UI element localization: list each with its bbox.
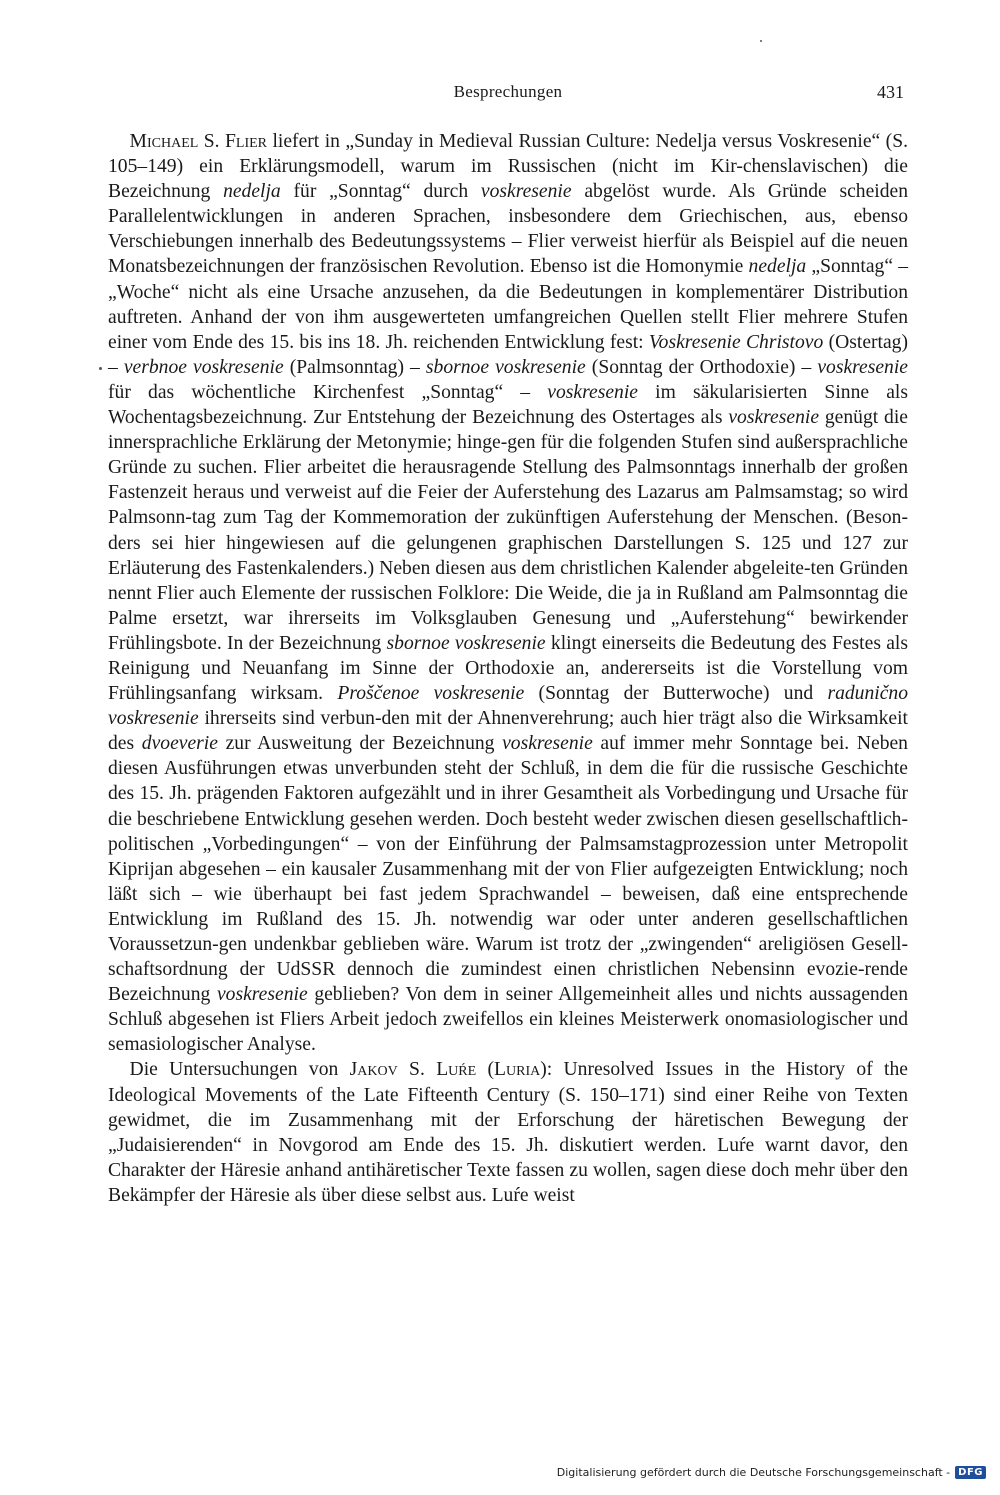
running-head: Besprechungen <box>453 82 563 101</box>
text-run: „Sonntag“ – „Woche“ nicht als eine Ursache anzusehen, da die Bedeutungen in komplementärer Distribution auftreten. Anhand der von ihm ausgewerteten umfangreichen Quellen stellt Flier mehrere Stufen einer vom Ende des 15. bis ins 18. Jh. reichenden Entwicklung fest: <box>108 256 908 353</box>
digitization-footer <box>557 1466 986 1479</box>
text-run: (Ostertag) – <box>108 331 908 378</box>
term: voskresenie <box>502 733 593 755</box>
term: sbornoe voskresenie <box>386 632 546 654</box>
term: nedelja <box>748 256 807 278</box>
term: voskresenie <box>216 984 308 1006</box>
term: voskresenie <box>728 407 820 429</box>
paragraph-flier <box>108 129 908 1057</box>
text-run: im säkularisierten Sinne als Wochentagsbezeichnung. Zur Entstehung der Bezeichnung des Ostertages als <box>108 381 909 429</box>
text-run: auf immer mehr Sonntage bei. Neben diesen Ausführungen etwas unverbunden steht der Schluß, in dem die für die russische Geschichte des 15. Jh. prägenden Faktoren aufgezählt und in ihrer Gesamtheit als Vorbedingung und Ursache für die beschriebene Entwicklung gesehen werden. Doch besteht weder zwischen diesen gesellschaftlich-politischen „Vorbedingungen“ – von der Einführung der Palmsamstagprozession unter Metropolit Kiprijan abgesehen – ein kausaler Zusammenhang mit der von Flier aufgezeigten Entwicklung; noch läßt sich – wie überhaupt bei fast jedem Sprachwandel – beweisen, daß eine entsprechende Entwicklung im Rußland des 15. Jh. notwendig war oder unter anderen gesellschaftlichen Voraussetzun-gen undenkbar geblieben wäre. Warum ist trotz der „zwingenden“ areligiösen Gesell-schaftsordnung der UdSSR dennoch die zumindest einen christlichen Nebensinn evozie-rende Bezeichnung <box>108 733 908 1006</box>
term: voskresenie <box>817 356 908 378</box>
term: voskresenie <box>547 381 638 403</box>
text-run: (Sonntag der Orthodoxie) – <box>585 356 818 378</box>
term: dvoeverie <box>141 733 218 755</box>
page-header <box>108 82 908 110</box>
term: nedelja <box>223 181 281 203</box>
page-number: 431 <box>877 82 904 102</box>
term: voskresenie <box>480 181 572 203</box>
text-run: ihrerseits sind verbun-den mit der Ahnenverehrung; auch hier trägt also die Wirksamkeit des <box>108 708 908 755</box>
term: Voskresenie Christovo <box>648 331 824 353</box>
text-run: geblieben? Von dem in seiner Allgemeinheit alles und nichts aussagenden Schluß abgesehen ist Fliers Arbeit jedoch zweifellos ein kleines Meisterwerk onomasiologischer und semasiologischer Analyse. <box>108 984 908 1056</box>
text-run: genügt die innersprachliche Erklärung der Metonymie; hinge-gen für die folgenden Stufen sind außersprachliche Gründe zu suchen. Flier arbeitet die herausragende Stellung des Palmsonntags innerhalb der großen Fastenzeit heraus und verweist auf die Feier der Auferstehung des Lazarus am Palmsamstag; so wird Palmsonn-tag zum Tag der Kommemoration der zukünftigen Auferstehung der Menschen. (Beson-ders sei hier hingewiesen auf die gelungenen graphischen Darstellungen S. 125 und 127 zur Erläuterung des Fastenkalenders.) Neben diesen aus dem christlichen Kalender abgeleite-ten Gründen nennt Flier auch Elemente der russischen Folklore: Die Weide, die ja in Rußland am Palmsonntag die Palme ersetzt, war ihrerseits im Volksglauben Genesung und „Auferstehung“ bewirkender Frühlingsbote. In der Bezeichnung <box>108 407 908 654</box>
term: Proščenoe voskresenie <box>337 683 525 705</box>
term: verbnoe voskresenie <box>123 356 284 378</box>
text-run: liefert in „Sunday in Medieval Russian Culture: Nedelja versus Voskresenie“ (S. 105–149) ein Erklärungsmodell, warum im Russischen (nicht im Kir-chenslavischen) die Bezeichnung <box>108 131 909 203</box>
text-run: (Palmsonntag) – <box>283 356 426 378</box>
text-run: : Unresolved Issues in the History of the Ideological Movements of the Late Fifteenth Century (S. 150–171) sind einer Reihe von Texten gewidmet, die im Zusammenhang mit der Erforschung der häretischen Bewegung der „Judaisierenden“ in Novgorod am Ende des 15. Jh. diskutiert werden. Luŕe warnt davor, den Charakter der Häresie anhand antihäretischer Texte fassen zu wollen, sagen diese doch mehr über den Bekämpfer der Häresie als über diese selbst aus. Luŕe weist <box>108 1059 908 1206</box>
text-run: (Sonntag der Butterwoche) und <box>524 683 828 705</box>
text-run: abgelöst wurde. Als Gründe scheiden Parallelentwicklungen in anderen Sprachen, insbesondere dem Griechischen, aus, ebenso Verschiebungen innerhalb des Bedeutungssystems – Flier verweist hierfür als Beispiel auf die neuen Monatsbezeichnungen der französischen Revolution. Ebenso ist die Homonymie <box>108 181 909 278</box>
author-name: Jakov S. Luŕe (Luria) <box>349 1059 547 1081</box>
scan-speck <box>760 40 762 42</box>
body-text <box>108 129 908 1208</box>
term: radunično voskresenie <box>108 683 908 730</box>
text-run: für das wöchentliche Kirchenfest „Sonntag“ – <box>108 381 548 403</box>
paragraph-lure <box>108 1057 908 1208</box>
text-run: zur Ausweitung der Bezeichnung <box>217 733 503 755</box>
text-run: klingt einerseits die Bedeutung des Festes als Reinigung und Neuanfang im Sinne der Orthodoxie an, andererseits ist die Vorstellung vom Frühlingsanfang wirksam. <box>108 632 908 705</box>
term: sbornoe voskresenie <box>425 356 586 378</box>
text-run: für „Sonntag“ durch <box>280 181 481 203</box>
dfg-logo-icon: DFG <box>955 1466 986 1479</box>
footer-text: Digitalisierung gefördert durch die Deutsche Forschungsgemeinschaft - <box>556 1466 951 1479</box>
text-run: Die Untersuchungen von <box>129 1059 350 1081</box>
author-name: Michael S. Flier <box>129 131 268 152</box>
scan-speck <box>99 367 102 370</box>
